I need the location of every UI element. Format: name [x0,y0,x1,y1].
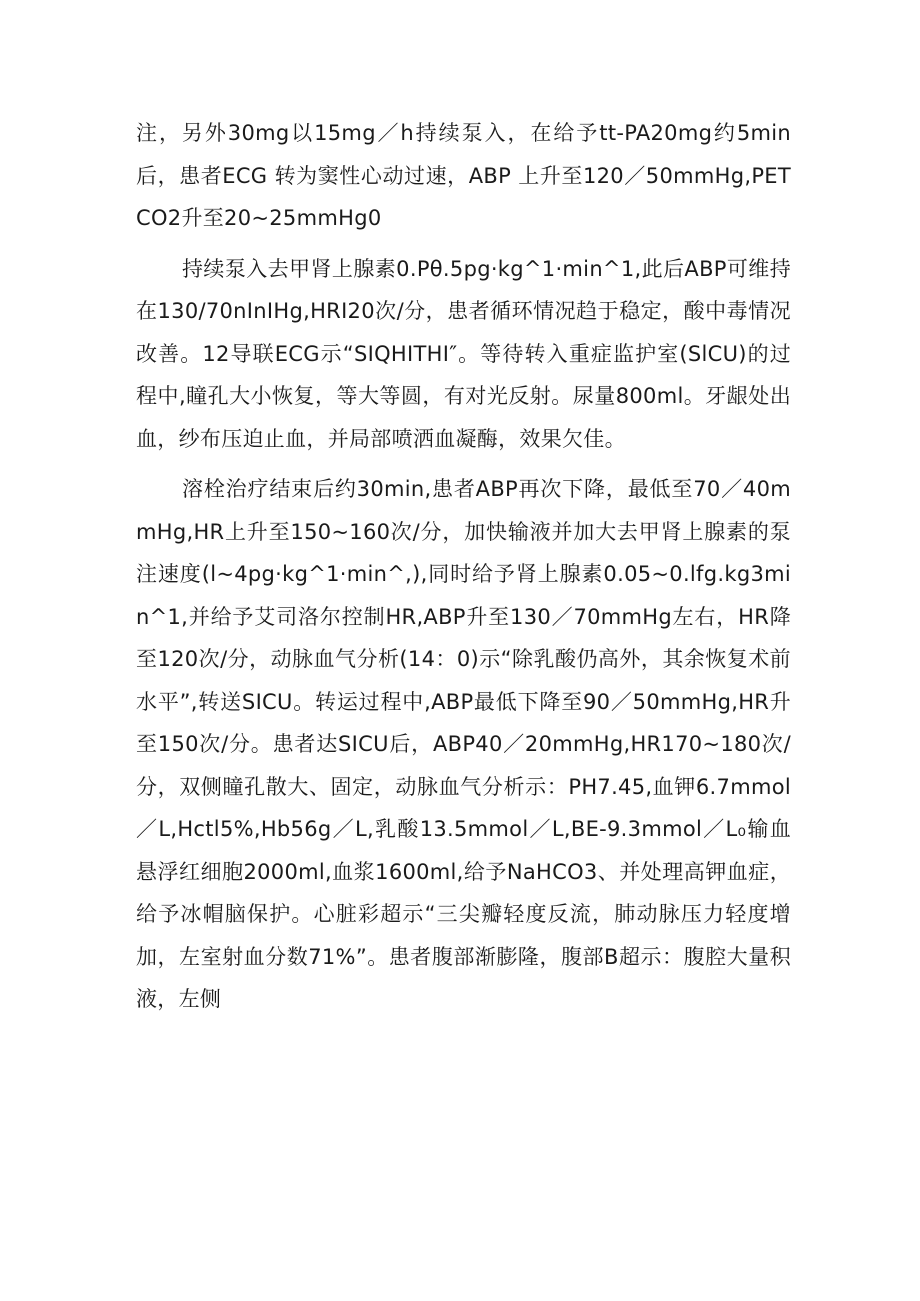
paragraph-2: 持续泵入去甲肾上腺素0.Pθ.5pg·kg^1·min^1,此后ABP可维持在130/70nInIHg,HRI20次/分，患者循环情况趋于稳定，酸中毒情况改善。12导联ECG示“SIQHITHI″。等待转入重症监护室(SlCU)的过程中,瞳孔大小恢复，等大等圆，有对光反射。尿量800ml。牙龈处出血，纱布压迫止血，并局部喷洒血凝酶，效果欠佳。 [136,256,791,451]
body-text [136,112,791,1021]
paragraph-1: 注，另外30mg以15mg／h持续泵入，在给予tt-PA20mg约5min后，患者ECG 转为窦性心动过速，ABP 上升至120／50mmHg,PETCO2升至20~25mmHg0 [136,121,791,230]
paragraph-3: 溶栓治疗结束后约30min,患者ABP再次下降，最低至70／40mmHg,HR上升至150~160次/分，加快输液并加大去甲肾上腺素的泵注速度(l~4pg·kg^1·min^,),同时给予肾上腺素0.05~0.lfg.kg3min^1,并给予艾司洛尔控制HR,ABP升至130／70mmHg左右，HR降至120次/分，动脉血气分析(14：0)示“除乳酸仍高外，其余恢复术前水平”,转送SICU。转运过程中,ABP最低下降至90／50mmHg,HR升至150次/分。患者达SICU后，ABP40／20mmHg,HR170~180次/分，双侧瞳孔散大、固定，动脉血气分析示：PH7.45,血钾6.7mmol／L,Hctl5%,Hb56g／L,乳酸13.5mmol／L,BE-9.3mmol／L₀输血悬浮红细胞2000ml,血浆1600ml,给予NaHCO3、并处理高钾血症，给予冰帽脑保护。心脏彩超示“三尖瓣轻度反流，肺动脉压力轻度增加，左室射血分数71%”。患者腹部渐膨隆，腹部B超示：腹腔大量积液，左侧 [136,477,791,1011]
